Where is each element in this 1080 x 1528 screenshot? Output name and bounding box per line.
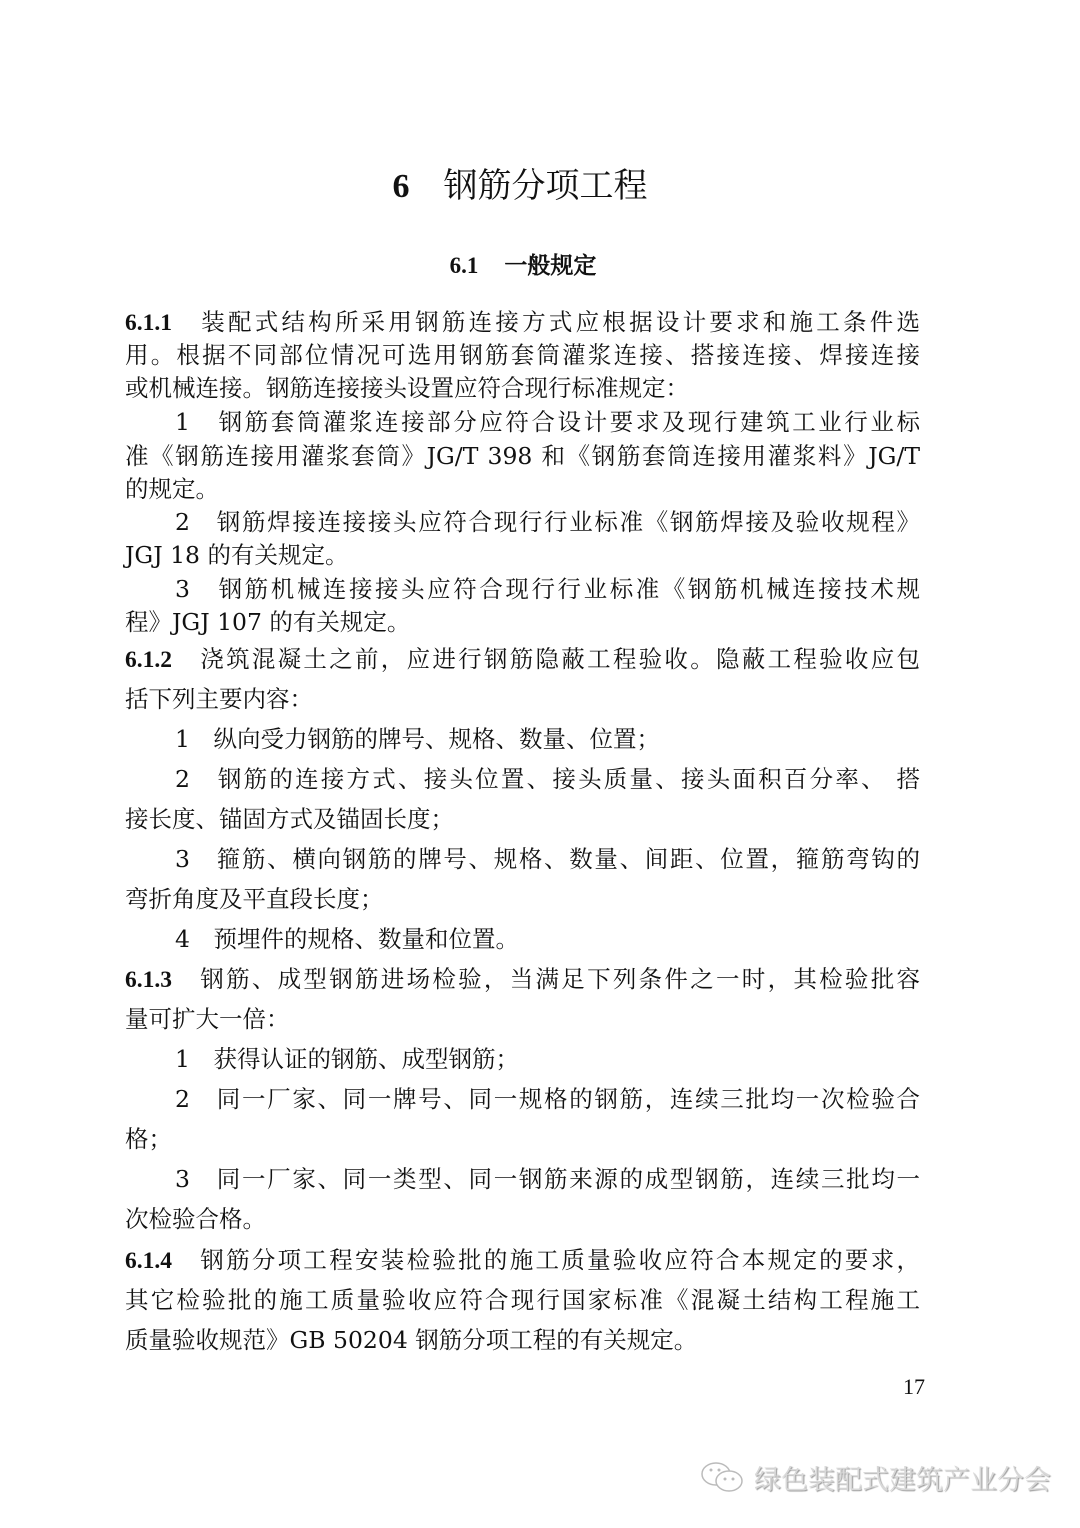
text-line [125,440,920,472]
text-line [125,1003,920,1035]
watermark-text: 绿色装配式建筑产业分会 [754,1465,1051,1496]
line-text: 3 同一厂家、同一类型、同一钢筋来源的成型钢筋，连续三批均一 [175,1165,920,1193]
line-text: 程》JGJ 107 的有关规定。 [125,608,411,636]
list-item-line [125,573,920,605]
chapter-title-text: 钢筋分项工程 [443,166,648,206]
clause-line [125,306,920,338]
clause-number: 6.1.4 [125,1248,172,1274]
line-text: 1 纵向受力钢筋的牌号、规格、数量、位置； [175,725,660,753]
list-item-line [125,1163,920,1195]
text-line [125,473,920,505]
section-title [0,250,1046,282]
line-text: 次检验合格。 [125,1205,266,1233]
text-line [125,1324,920,1356]
list-item-line [125,843,920,875]
chapter-number: 6 [392,168,410,205]
line-text: 准《钢筋连接用灌浆套筒》JG/T 398 和《钢筋套筒连接用灌浆料》JG/T [125,442,920,470]
line-text: 格； [125,1125,172,1153]
line-text: 1 钢筋套筒灌浆连接部分应符合设计要求及现行建筑工业行业标 [175,408,920,436]
page-number: 17 [903,1374,925,1399]
line-text: 2 钢筋的连接方式、接头位置、接头质量、接头面积百分率、 搭 [175,765,920,793]
text-line [125,372,920,404]
line-text: 2 钢筋焊接连接接头应符合现行行业标准《钢筋焊接及验收规程》 [175,508,920,536]
watermark [700,1458,1051,1497]
clause-line [125,643,920,675]
list-item-line [125,406,920,438]
list-item-line [125,763,920,795]
line-text: 量可扩大一倍： [125,1005,290,1033]
line-text: 钢筋、成型钢筋进场检验，当满足下列条件之一时，其检验批容 [198,965,920,993]
clause-line [125,963,920,995]
text-line [125,1284,920,1316]
text-line [125,683,920,715]
line-text: 弯折角度及平直段长度； [125,885,384,913]
line-text: 浇筑混凝土之前，应进行钢筋隐蔽工程验收。隐蔽工程验收应包 [198,645,920,673]
clause-line [125,1244,920,1276]
list-item-line [125,723,920,755]
clause-number: 6.1.1 [125,310,172,336]
text-line [125,883,920,915]
text-line [125,606,920,638]
wechat-icon [700,1461,746,1495]
text-line [125,539,920,571]
line-text: 用。根据不同部位情况可选用钢筋套筒灌浆连接、搭接连接、焊接连接 [125,341,920,369]
line-text: 接长度、锚固方式及锚固长度； [125,805,454,833]
list-item-line [125,506,920,538]
section-title-text: 一般规定 [504,252,597,279]
section-number: 6.1 [449,253,479,278]
line-text: 3 钢筋机械连接接头应符合现行行业标准《钢筋机械连接技术规 [175,575,920,603]
line-text: 或机械连接。钢筋连接接头设置应符合现行标准规定： [125,374,689,402]
chapter-title [0,164,1040,209]
line-text: 3 箍筋、横向钢筋的牌号、规格、数量、间距、位置，箍筋弯钩的 [175,845,920,873]
line-text: 装配式结构所采用钢筋连接方式应根据设计要求和施工条件选 [198,308,920,336]
line-text: 钢筋分项工程安装检验批的施工质量验收应符合本规定的要求， [198,1246,920,1274]
line-text: 括下列主要内容： [125,685,313,713]
line-text: JGJ 18 的有关规定。 [125,541,349,569]
line-text: 1 获得认证的钢筋、成型钢筋； [175,1045,519,1073]
text-line [125,1123,920,1155]
list-item-line [125,1083,920,1115]
line-text: 4 预埋件的规格、数量和位置。 [175,925,519,953]
text-line [125,803,920,835]
list-item-line [125,923,920,955]
line-text: 其它检验批的施工质量验收应符合现行国家标准《混凝土结构工程施工 [125,1286,920,1314]
text-line [125,339,920,371]
text-line [125,1203,920,1235]
line-text: 2 同一厂家、同一牌号、同一规格的钢筋，连续三批均一次检验合 [175,1085,920,1113]
clause-number: 6.1.2 [125,647,172,673]
list-item-line [125,1043,920,1075]
clause-number: 6.1.3 [125,967,172,993]
line-text: 质量验收规范》GB 50204 钢筋分项工程的有关规定。 [125,1326,698,1354]
line-text: 的规定。 [125,475,219,503]
